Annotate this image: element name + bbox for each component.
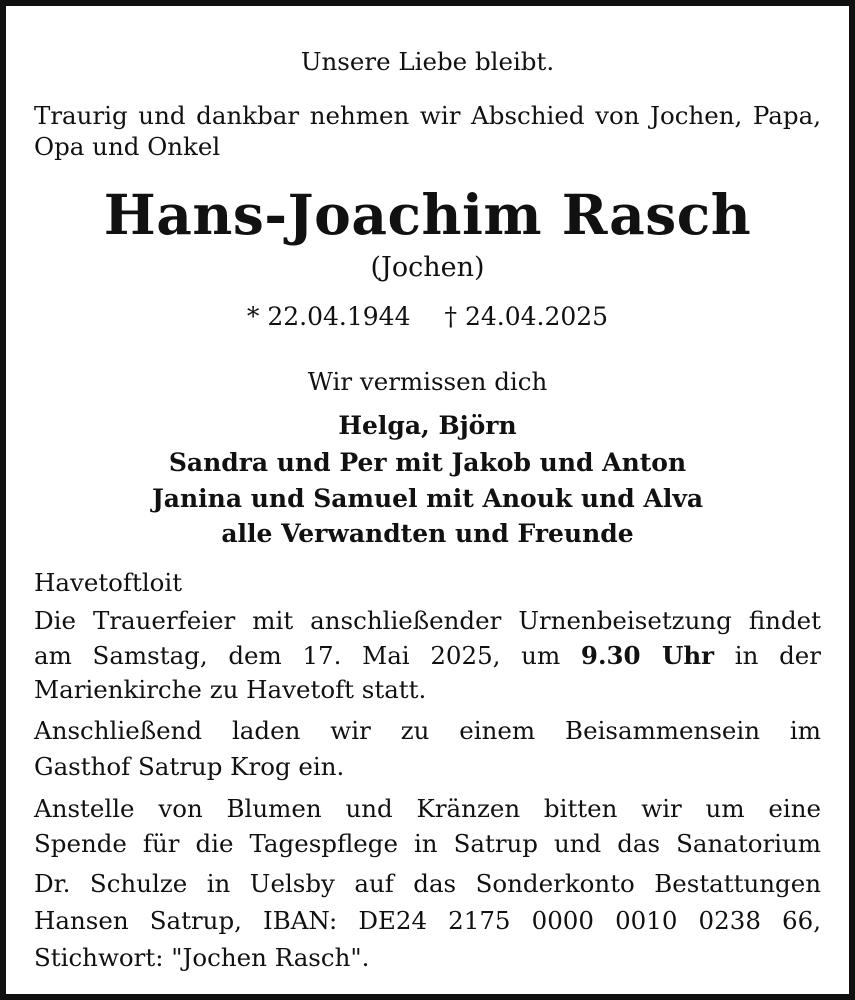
birth-date: * 22.04.1944: [246, 302, 411, 331]
miss-line: Wir vermissen dich: [307, 367, 548, 396]
signatory-line: alle Verwandten und Freunde: [221, 519, 634, 548]
life-dates: [34, 302, 821, 332]
deceased-name: Hans-Joachim Rasch: [103, 182, 752, 247]
donation-line-1: Anstelle von Blumen und Kränzen bitten wir um eine: [34, 794, 821, 823]
gathering-line-2: Gasthof Satrup Krog ein.: [34, 752, 345, 781]
death-date: † 24.04.2025: [444, 302, 609, 331]
motto: Unsere Liebe bleibt.: [300, 47, 555, 76]
obituary-content: [34, 6, 821, 994]
intro-line-2: Opa und Onkel: [34, 132, 221, 161]
deceased-nickname: (Jochen): [370, 252, 485, 283]
service-line-2: [34, 641, 821, 671]
signatory-line: Helga, Björn: [338, 411, 517, 440]
signatory-line: Janina und Samuel mit Anouk und Alva: [151, 484, 704, 513]
intro-line-1: Traurig und dankbar nehmen wir Abschied von Jochen, Papa,: [34, 101, 821, 130]
service-line-3: Marienkirche zu Havetoft statt.: [34, 675, 427, 704]
place-name: Havetoftloit: [34, 568, 183, 597]
service-date-tail: in der: [734, 641, 821, 670]
service-date-text: am Samstag, dem 17. Mai 2025, um: [34, 641, 561, 670]
donation-line-2: Spende für die Tagespflege in Satrup und das Sanatorium: [34, 829, 821, 858]
gathering-line-1: Anschließend laden wir zu einem Beisammensein im: [34, 716, 821, 745]
donation-line-3: Dr. Schulze in Uelsby auf das Sonderkonto Bestattungen: [34, 869, 821, 898]
service-line-1: Die Trauerfeier mit anschließender Urnenbeisetzung findet: [34, 606, 821, 635]
donation-line-4: Hansen Satrup, IBAN: DE24 2175 0000 0010 0238 66,: [34, 906, 821, 935]
signatory-line: Sandra und Per mit Jakob und Anton: [168, 448, 687, 477]
donation-line-5: Stichwort: "Jochen Rasch".: [34, 943, 370, 972]
service-time: 9.30 Uhr: [580, 641, 715, 670]
